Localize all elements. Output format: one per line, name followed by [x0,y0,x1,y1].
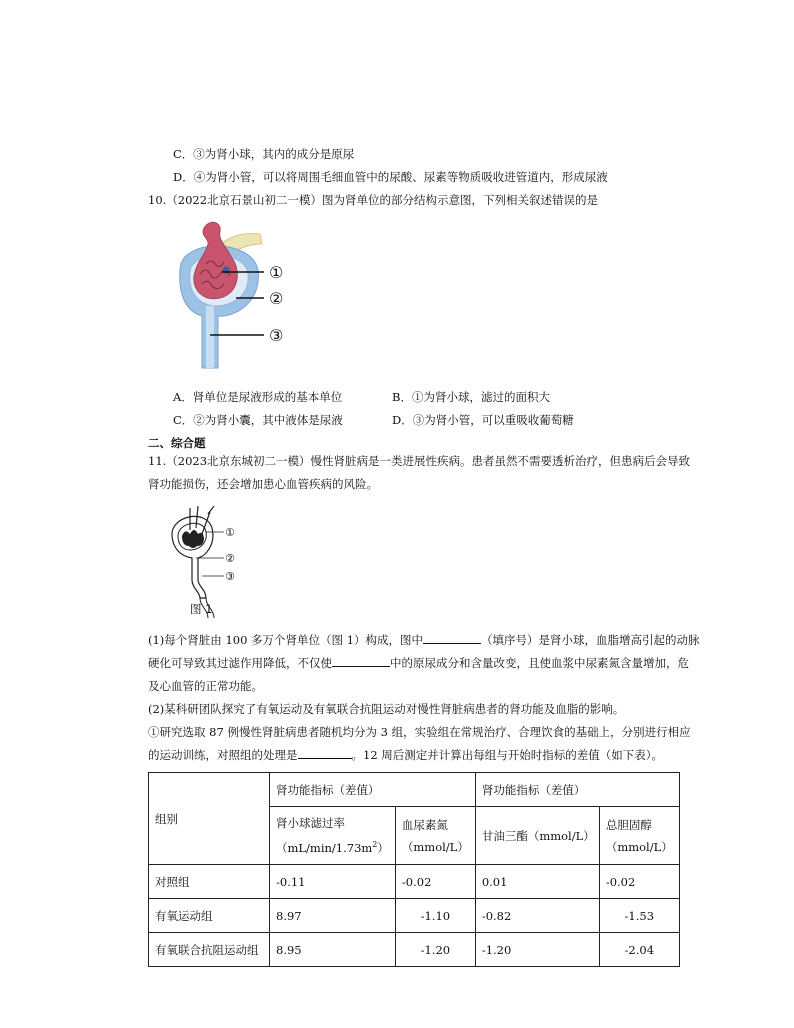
table-row [149,865,680,899]
fig1-capsule-outer [172,516,213,598]
figure-1-caption: 图 1 [190,602,213,616]
q10-option-a: A．肾单位是尿液形成的基本单位 [173,390,343,404]
results-table [148,772,680,967]
header-group: 组别 [149,773,270,865]
q11-stem-line-1: 11.（2023北京东城初二一模）慢性肾脏病是一类进展性疾病。患者虽然不需要透析治疗，但患病后会导致 [148,454,691,468]
q11-part-2-line-2: ①研究选取 87 例慢性肾脏病患者随机均分为 3 组，实验组在常规治疗、合理饮食的基础上，分别进行相应 [148,725,691,739]
q9-option-c: C．③为肾小球，其内的成分是原尿 [173,147,355,161]
header-triglyceride: 甘油三酯（mmol/L） [475,807,599,865]
fig1-label-3: ③ [225,570,235,583]
q11-part-2-line-3: 的运动训练，对照组的处理是 。12 周后测定并计算出每组与开始时指标的差值（如下表）。 [148,748,664,762]
q11-part-1-line-2: 硬化可导致其过滤作用降低，不仅使 中的原尿成分和含量改变，且使血浆中尿素氮含量增加，危 [148,656,689,670]
fig1-label-1: ① [225,526,235,539]
row-triglyceride: 0.01 [475,865,599,899]
q10-stem: 10.（2022北京石景山初二一模）图为肾单位的部分结构示意图，下列相关叙述错误的是 [148,193,599,207]
row-bun: -1.10 [395,899,475,933]
q9-option-d: D．④为肾小管，可以将周围毛细血管中的尿酸、尿素等物质吸收进管道内，形成尿液 [173,170,608,184]
row-triglyceride: -1.20 [475,933,599,967]
row-group: 有氧运动组 [149,899,270,933]
row-cholesterol: -1.53 [599,899,679,933]
header-blood-lipid: 肾功能指标（差值） [475,773,679,807]
row-bun: -0.02 [395,865,475,899]
row-group: 对照组 [149,865,270,899]
header-kidney-function: 肾功能指标（差值） [270,773,476,807]
row-gfr: 8.97 [270,899,396,933]
diagram-label-2: ② [269,289,284,308]
answer-blank-3[interactable] [298,747,352,759]
fig1-label-2: ② [225,552,235,565]
row-cholesterol: -2.04 [599,933,679,967]
table-row [149,933,680,967]
q11-stem-line-2: 肾功能损伤，还会增加患心血管疾病的风险。 [148,477,378,491]
glomerulus [194,222,238,299]
answer-blank-2[interactable] [332,655,390,667]
q11-part-1-line-1: (1)每个肾脏由 100 多万个肾单位（图 1）构成，图中 （填序号）是肾小球，血脂增高引起的动脉 [148,633,700,647]
answer-blank-1[interactable] [423,632,481,644]
diagram-label-1: ① [269,263,284,282]
fig1-glomerulus [182,530,204,548]
header-bun: 血尿素氮 （mmol/L） [395,807,475,865]
diagram-label-3: ③ [269,326,284,345]
header-cholesterol: 总胆固醇 （mmol/L） [599,807,679,865]
fig1-vessels [190,506,214,534]
q10-option-b: B．①为肾小球，滤过的面积大 [392,390,550,404]
table-row [149,899,680,933]
q11-part-2-line-1: (2)某科研团队探究了有氧运动及有氧联合抗阻运动对慢性肾脏病患者的肾功能及血脂的影响。 [148,702,625,716]
row-gfr: -0.11 [270,865,396,899]
q10-option-d: D．③为肾小管，可以重吸收葡萄糖 [392,413,574,427]
row-triglyceride: -0.82 [475,899,599,933]
section-2-title: 二、综合题 [148,436,206,450]
nephron-diagram [160,218,310,376]
renal-tubule [206,306,214,368]
row-gfr: 8.95 [270,933,396,967]
row-cholesterol: -0.02 [599,865,679,899]
row-bun: -1.20 [395,933,475,967]
q10-option-c: C．②为肾小囊，其中液体是尿液 [173,413,343,427]
q11-part-1-line-3: 及心血管的正常功能。 [148,679,263,693]
row-group: 有氧联合抗阻运动组 [149,933,270,967]
header-gfr: 肾小球滤过率 $(mL/\min/1.73m^2)$ [270,807,396,865]
